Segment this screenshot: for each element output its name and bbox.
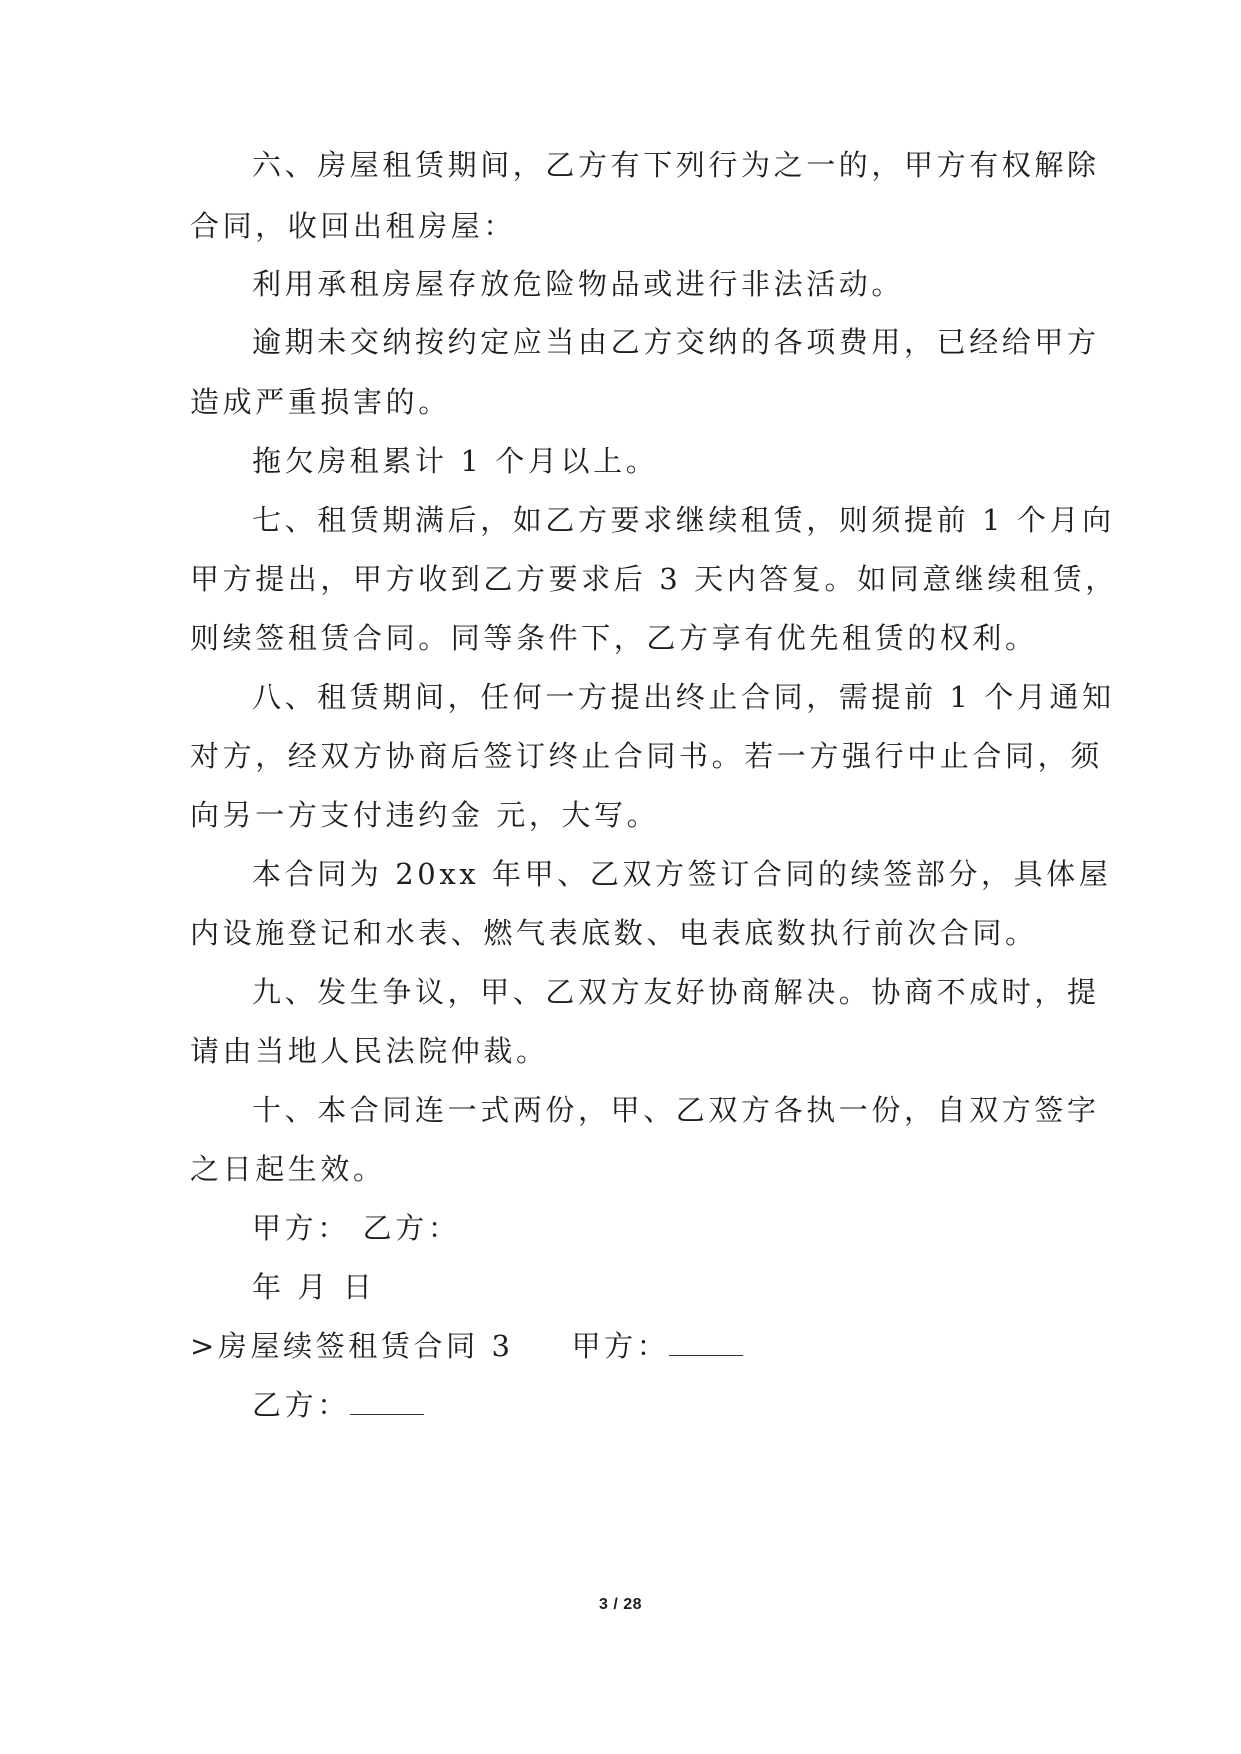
clause-8-line-3: 向另一方支付违约金 元，大写。 [190,798,660,832]
party-a-label: 甲方： [571,1329,670,1363]
clause-7-line-1: 七、租赁期满后，如乙方要求继续租赁，则须提前 1 个月向 [252,503,1115,537]
clause-10-line-2: 之日起生效。 [190,1152,386,1186]
clause-6-item-2-line-2: 造成严重损害的。 [190,385,451,419]
clause-9-line-2: 请由当地人民法院仲裁。 [190,1034,549,1068]
party-a-blank [669,1331,743,1356]
clause-10-line-1: 十、本合同连一式两份，甲、乙双方各执一份，自双方签字 [252,1093,1100,1127]
clause-6-item-3: 拖欠房租累计 1 个月以上。 [252,444,659,478]
next-contract-title: >房屋续签租赁合同 3 [190,1329,514,1363]
renewal-note-line-2: 内设施登记和水表、燃气表底数、电表底数执行前次合同。 [190,916,1038,950]
party-b-row [252,1385,424,1425]
clause-9-line-1: 九、发生争议，甲、乙双方友好协商解决。协商不成时，提 [252,975,1100,1009]
party-b-label: 乙方： [252,1388,350,1422]
next-contract-row [190,1326,743,1366]
clause-6-item-1: 利用承租房屋存放危险物品或进行非法活动。 [252,267,905,301]
clause-6-line-1: 六、房屋租赁期间，乙方有下列行为之一的，甲方有权解除 [252,148,1100,182]
clause-8-line-2: 对方，经双方协商后签订终止合同书。若一方强行中止合同，须 [190,739,1103,773]
party-b-blank [350,1390,424,1415]
signature-parties: 甲方： 乙方： [252,1211,461,1245]
renewal-note-line-1: 本合同为 20xx 年甲、乙双方签订合同的续签部分，具体屋 [252,857,1112,891]
clause-7-line-2: 甲方提出，甲方收到乙方要求后 3 天内答复。如同意继续租赁， [190,562,1118,596]
signature-date: 年 月 日 [252,1270,376,1304]
clause-6-line-2: 合同，收回出租房屋： [190,209,517,243]
clause-7-line-3: 则续签租赁合同。同等条件下，乙方享有优先租赁的权利。 [190,621,1038,655]
page-number: 3 / 28 [598,1596,643,1613]
clause-6-item-2-line-1: 逾期未交纳按约定应当由乙方交纳的各项费用，已经给甲方 [252,325,1100,359]
clause-8-line-1: 八、租赁期间，任何一方提出终止合同，需提前 1 个月通知 [252,680,1115,714]
